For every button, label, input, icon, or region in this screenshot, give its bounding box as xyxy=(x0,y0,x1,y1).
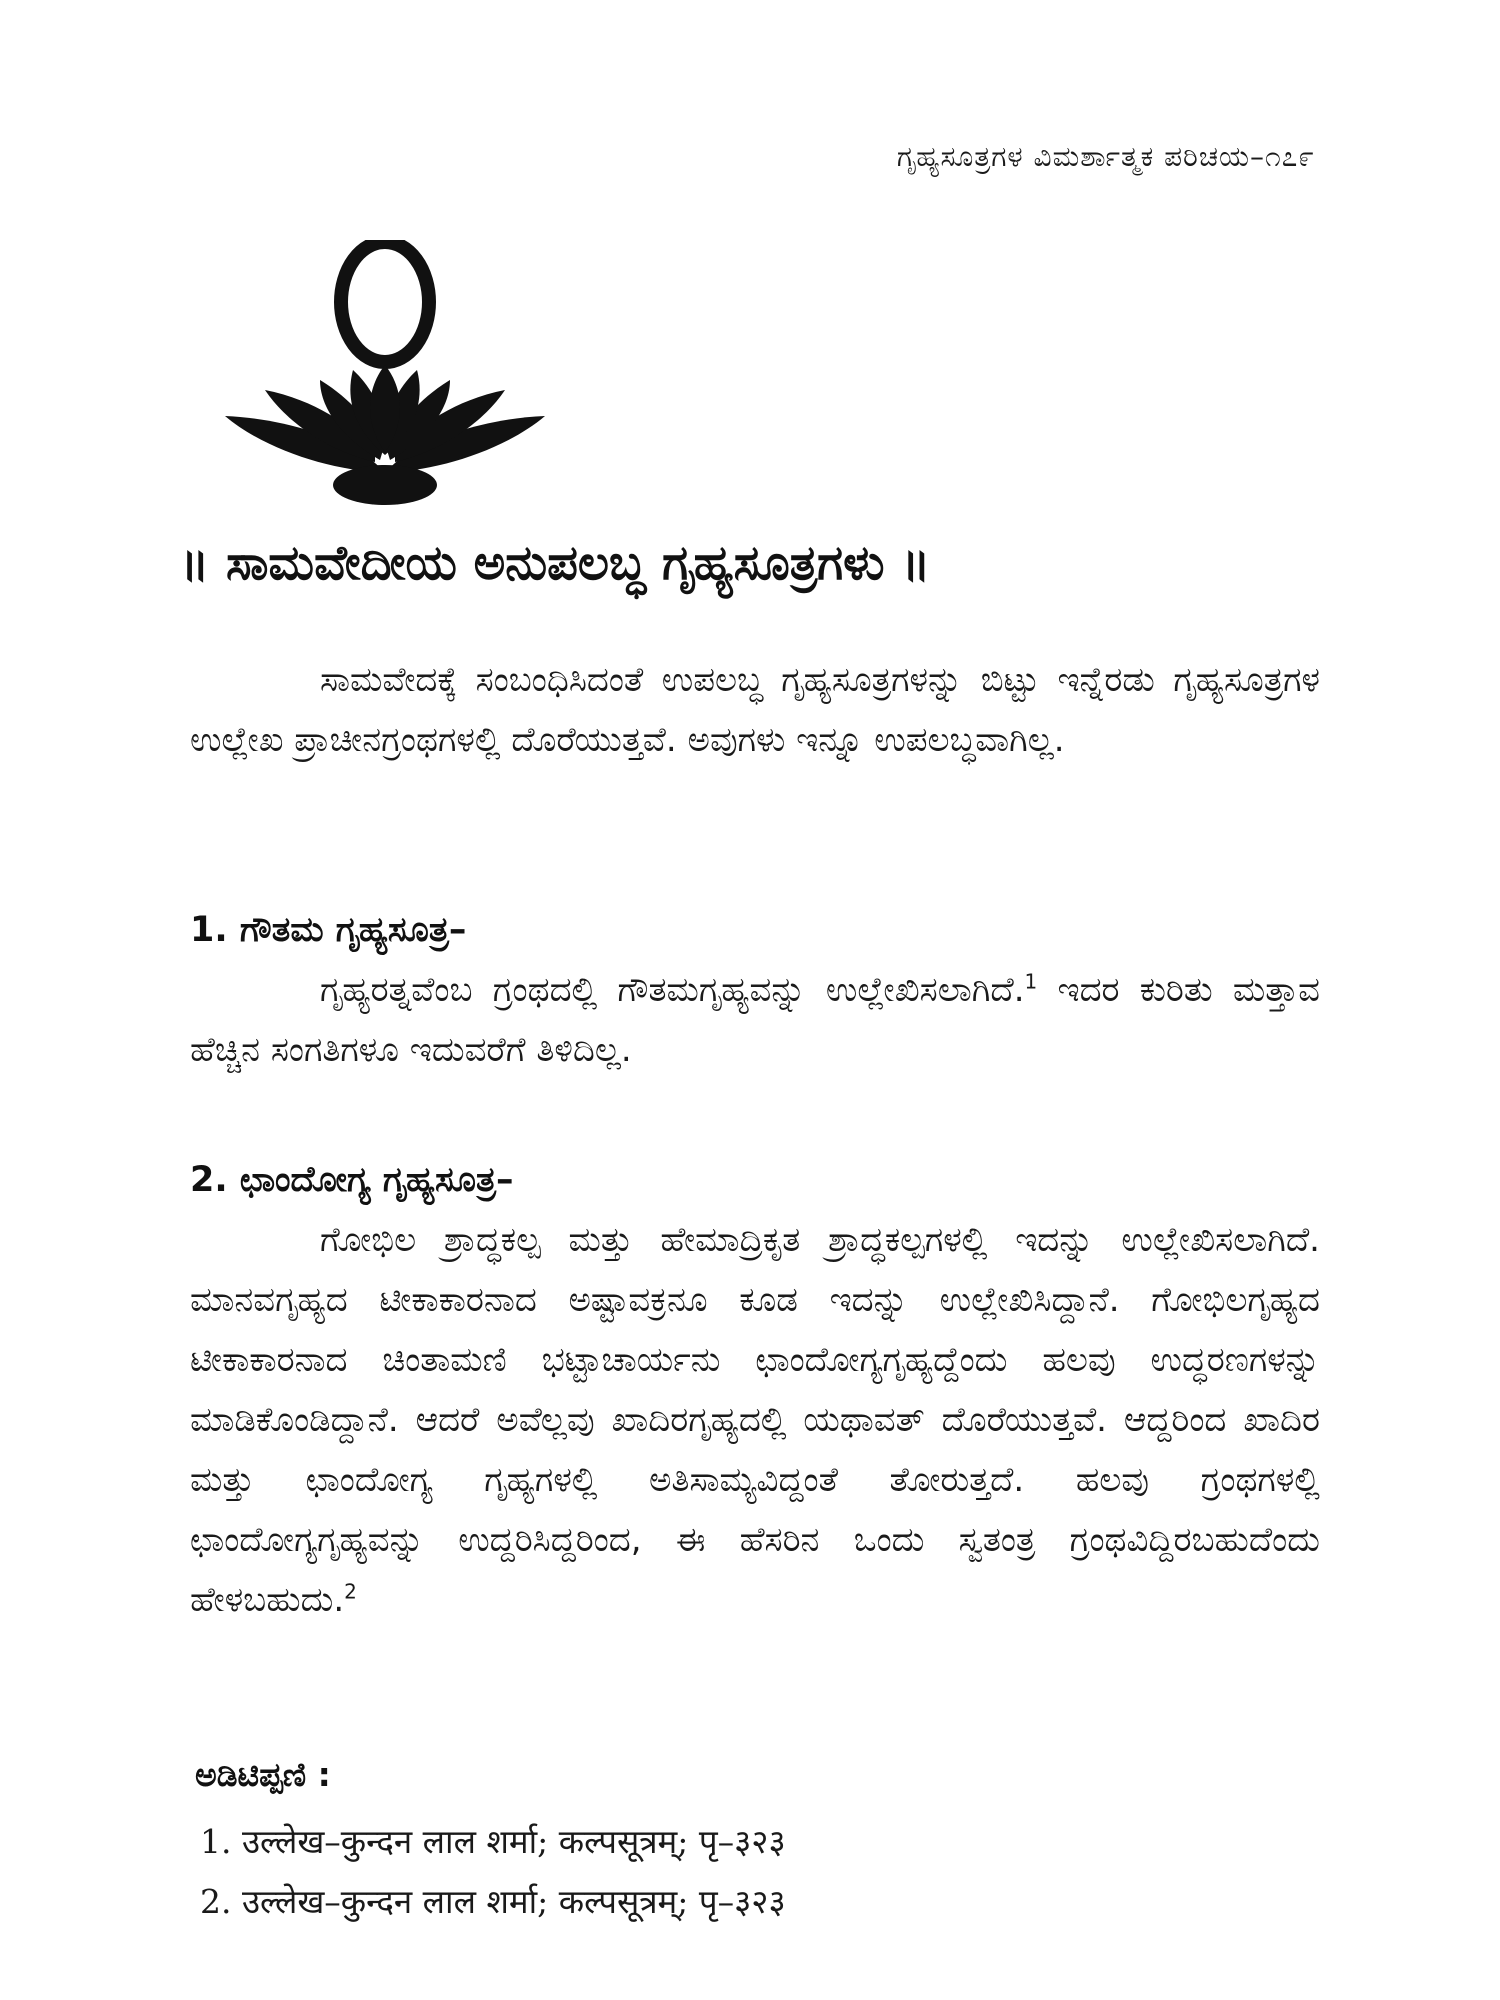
section-paragraph-gautama xyxy=(190,960,1320,1080)
running-header: ಗೃಹ್ಯಸೂತ್ರಗಳ ವಿಮರ್ಶಾತ್ಮಕ ಪರಿಚಯ–೧೭೯ xyxy=(896,140,1315,173)
section-heading-gautama: 1. ಗೌತಮ ಗೃಹ್ಯಸೂತ್ರ– xyxy=(190,910,467,950)
section-text-gautama-cont: ಇದರ ಕುರಿತು ಮತ್ತಾವ ಹೆಚ್ಚಿನ ಸಂಗತಿಗಳೂ ಇದುವರೆಗೆ ತಿಳಿದಿಲ್ಲ. xyxy=(190,970,1320,1070)
footnote-ref-2[interactable]: 2 xyxy=(344,1579,357,1604)
lotus-ornament-icon xyxy=(225,240,545,510)
intro-text: ಸಾಮವೇದಕ್ಕೆ ಸಂಬಂಧಿಸಿದಂತೆ ಉಪಲಬ್ಧ ಗೃಹ್ಯಸೂತ್ರಗಳನ್ನು ಬಿಟ್ಟು ಇನ್ನೆರಡು ಗೃಹ್ಯಸೂತ್ರಗಳ ಉಲ್ಲೇಖ ಪ್ರಾಚೀನಗ್ರಂಥಗಳಲ್ಲಿ ದೊರೆಯುತ್ತವೆ. ಅವುಗಳು ಇನ್ನೂ ಉಪಲಬ್ಧವಾಗಿಲ್ಲ. xyxy=(190,660,1320,760)
footnote-1: 1. उल्लेख–कुन्दन लाल शर्मा; कल्पसूत्रम्; पृ–३२३ xyxy=(200,1822,786,1861)
intro-paragraph xyxy=(190,650,1320,770)
section-heading-chandogya: 2. ಛಾಂದೋಗ್ಯ ಗೃಹ್ಯಸೂತ್ರ– xyxy=(190,1160,514,1200)
footnote-ref-1[interactable]: 1 xyxy=(1024,969,1038,994)
section-text-gautama: ಗೃಹ್ಯರತ್ನವೆಂಬ ಗ್ರಂಥದಲ್ಲಿ ಗೌತಮಗೃಹ್ಯವನ್ನು ಉಲ್ಲೇಖಿಸಲಾಗಿದೆ. xyxy=(320,970,1025,1010)
chapter-title: ॥ ಸಾಮವೇದೀಯ ಅನುಪಲಬ್ಧ ಗೃಹ್ಯಸೂತ್ರಗಳು ॥ xyxy=(180,535,931,591)
footnote-2: 2. उल्लेख–कुन्दन लाल शर्मा; कल्पसूत्रम्; पृ–३२३ xyxy=(200,1882,786,1921)
section-text-chandogya: ಗೋಭಿಲ ಶ್ರಾದ್ಧಕಲ್ಪ ಮತ್ತು ಹೇಮಾದ್ರಿಕೃತ ಶ್ರಾದ್ಧಕಲ್ಪಗಳಲ್ಲಿ ಇದನ್ನು ಉಲ್ಲೇಖಿಸಲಾಗಿದೆ. ಮಾನವಗೃಹ್ಯದ ಟೀಕಾಕಾರನಾದ ಅಷ್ಟಾವಕ್ರನೂ ಕೂಡ ಇದನ್ನು ಉಲ್ಲೇಖಿಸಿದ್ದಾನೆ. ಗೋಭಿಲಗೃಹ್ಯದ ಟೀಕಾಕಾರನಾದ ಚಿಂತಾಮಣಿ ಭಟ್ಟಾಚಾರ್ಯನು ಛಾಂದೋಗ್ಯಗೃಹ್ಯದ್ದೆಂದು ಹಲವು ಉದ್ಧರಣಗಳನ್ನು ಮಾಡಿಕೊಂಡಿದ್ದಾನೆ. ಆದರೆ ಅವೆಲ್ಲವು ಖಾದಿರಗೃಹ್ಯದಲ್ಲಿ ಯಥಾವತ್ ದೊರೆಯುತ್ತವೆ. ಆದ್ದರಿಂದ ಖಾದಿರ ಮತ್ತು ಛಾಂದೋಗ್ಯ ಗೃಹ್ಯಗಳಲ್ಲಿ ಅತಿಸಾಮ್ಯವಿದ್ದಂತೆ ತೋರುತ್ತದೆ. ಹಲವು ಗ್ರಂಥಗಳಲ್ಲಿ ಛಾಂದೋಗ್ಯಗೃಹ್ಯವನ್ನು ಉದ್ದರಿಸಿದ್ದರಿಂದ, ಈ ಹೆಸರಿನ ಒಂದು ಸ್ವತಂತ್ರ ಗ್ರಂಥವಿದ್ದಿರಬಹುದೆಂದು ಹೇಳಬಹುದು. xyxy=(190,1220,1320,1620)
section-paragraph-chandogya xyxy=(190,1210,1320,1630)
footnotes-heading: ಅಡಿಟಿಪ್ಪಣಿ : xyxy=(195,1755,331,1794)
